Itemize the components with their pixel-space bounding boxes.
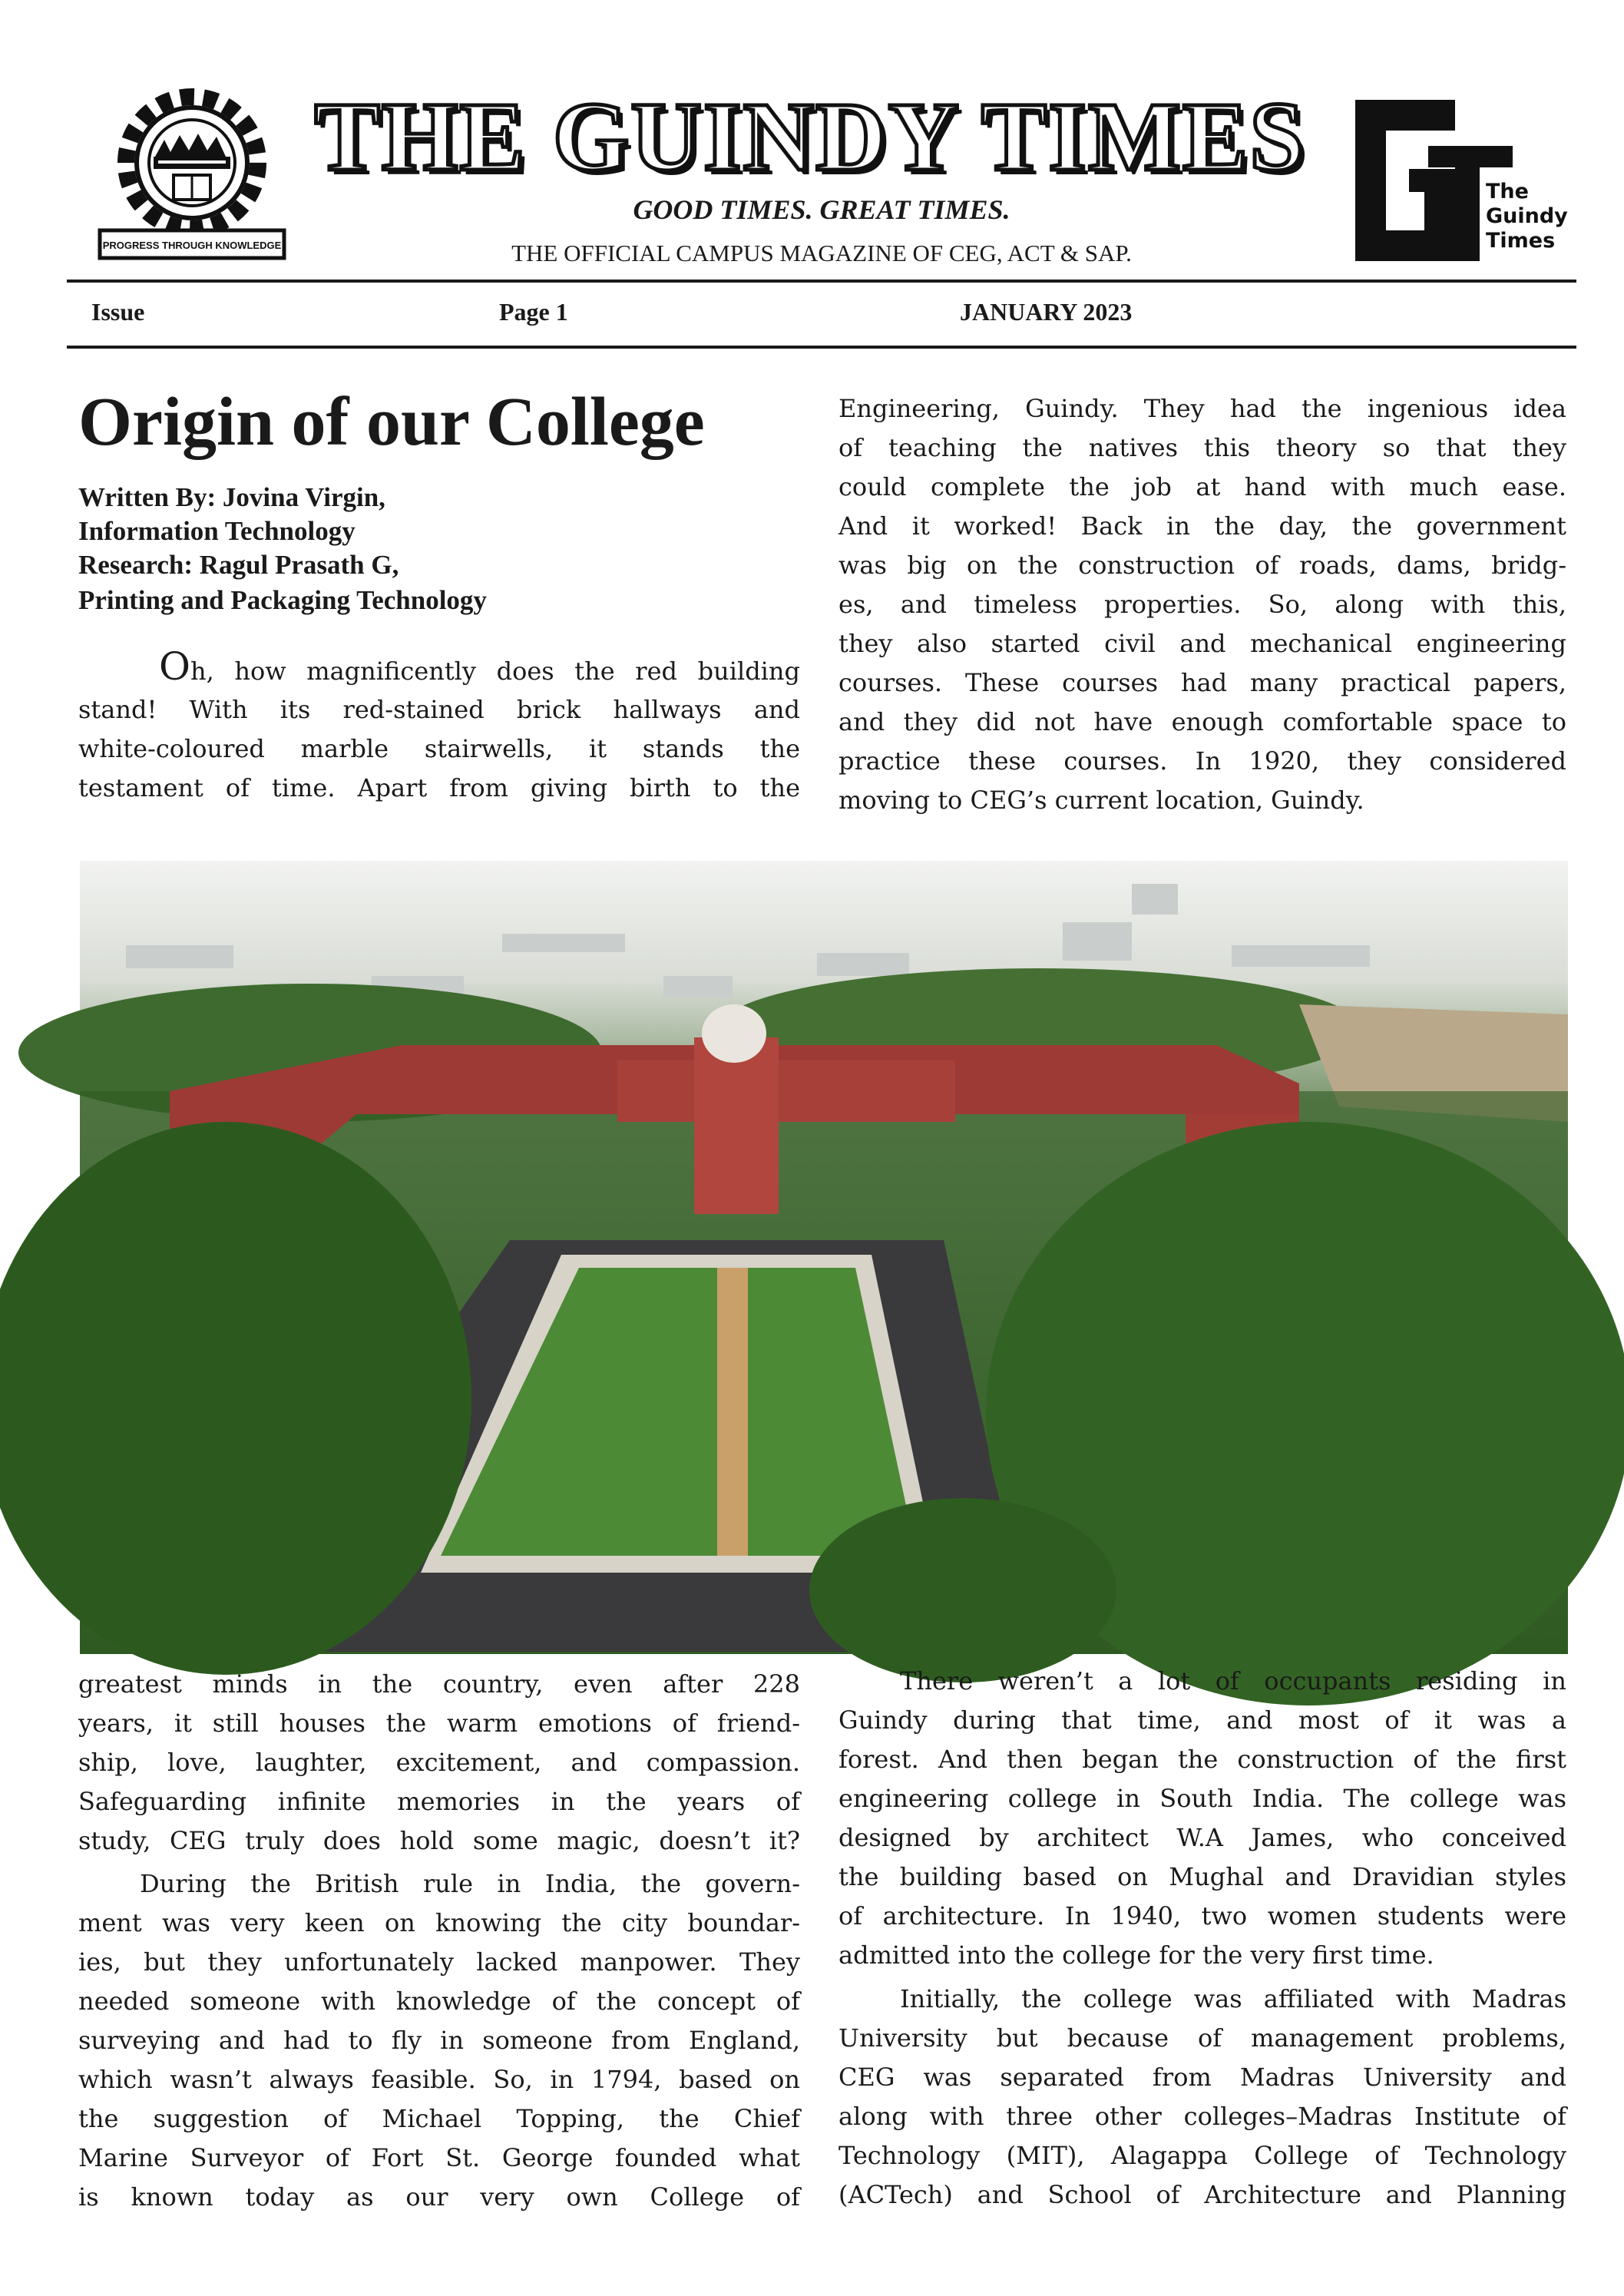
column-bottom-left-p1 <box>78 1665 800 1861</box>
text-line: (ACTech) and School of Architecture and Planning <box>838 2180 1566 2209</box>
text-line: Engineering, Guindy. They had the ingenious idea <box>838 394 1566 423</box>
byline-author-dept: Information Technology <box>78 516 356 546</box>
text-line: they also started civil and mechanical engineering <box>838 629 1566 658</box>
svg-text:Guindy: Guindy <box>1486 204 1568 228</box>
text-line: the building based on Mughal and Dravidian styles <box>838 1862 1566 1891</box>
text-line: forest. And then began the construction of the first <box>838 1745 1566 1774</box>
text-line: years, it still houses the warm emotions of friend- <box>78 1709 800 1738</box>
byline-author: Written By: Jovina Virgin, <box>78 482 385 512</box>
college-aerial-photo <box>80 861 1568 1654</box>
column-bottom-right-p1 <box>838 1662 1566 1975</box>
text-line: engineering college in South India. The college was <box>838 1784 1566 1813</box>
text-line: University but because of management problems, <box>838 2023 1566 2053</box>
text-line: courses. These courses had many practical papers, <box>838 668 1566 697</box>
column-top-left <box>78 644 800 808</box>
text-line: ies, but they unfortunately lacked manpower. They <box>78 1947 800 1977</box>
text-line: Guindy during that time, and most of it was a <box>838 1705 1566 1735</box>
text-line: and they did not have enough comfortable space to <box>838 707 1566 736</box>
text-line: During the British rule in India, the govern- <box>140 1869 800 1898</box>
text-line: Oh, how magnificently does the red building <box>159 644 800 689</box>
text-line: greatest minds in the country, even after 228 <box>78 1669 800 1699</box>
masthead-rule-top <box>67 280 1576 283</box>
svg-text:Times: Times <box>1486 229 1556 253</box>
column-bottom-left-p2 <box>78 1864 800 2217</box>
text-line: Safeguarding infinite memories in the years of <box>78 1787 800 1816</box>
text-line: stand! With its red-stained brick hallways and <box>78 695 800 724</box>
text-line: could complete the job at hand with much ease. <box>838 472 1566 501</box>
text-line: testament of time. Apart from giving birth to the <box>78 773 800 802</box>
drop-cap: O <box>159 644 190 689</box>
text-line: along with three other colleges–Madras Institute of <box>838 2102 1566 2131</box>
text-line: was big on the construction of roads, dams, bridg- <box>838 551 1566 580</box>
text-line: surveying and had to fly in someone from England, <box>78 2026 800 2055</box>
text-line: is known today as our very own College of <box>78 2182 800 2212</box>
issue-date: JANUARY 2023 <box>960 298 1133 326</box>
text-line: admitted into the college for the very first time. <box>838 1940 1434 1970</box>
byline-research-dept: Printing and Packaging Technology <box>78 585 487 615</box>
text-line: designed by architect W.A James, who conceived <box>838 1823 1566 1852</box>
text-line: practice these courses. In 1920, they considered <box>838 746 1566 776</box>
text-line: study, CEG truly does hold some magic, doesn’t it? <box>78 1826 800 1855</box>
text-line: white-coloured marble stairwells, it stands the <box>78 734 800 763</box>
byline-research: Research: Ragul Prasath G, <box>78 550 399 580</box>
text-line: es, and timeless properties. So, along with this, <box>838 590 1566 619</box>
masthead-title: THE GUINDY TIMES <box>314 82 1306 191</box>
masthead-tagline: GOOD TIMES. GREAT TIMES. <box>633 194 1010 225</box>
text-line: There weren’t a lot of occupants residing in <box>900 1666 1566 1696</box>
text-line: CEG was separated from Madras University and <box>838 2063 1566 2092</box>
text-line: the suggestion of Michael Topping, the Chief <box>78 2104 800 2133</box>
text-line: Marine Surveyor of Fort St. George founded what <box>78 2143 800 2172</box>
text-line: ship, love, laughter, excitement, and compassion. <box>78 1748 800 1777</box>
text-line: moving to CEG’s current location, Guindy. <box>838 786 1364 815</box>
svg-text:The: The <box>1486 180 1529 203</box>
text-line: which wasn’t always feasible. So, in 1794, based on <box>78 2065 800 2094</box>
university-emblem-logo <box>94 86 290 264</box>
page-number: Page 1 <box>499 298 568 326</box>
text-line: Technology (MIT), Alagappa College of Technology <box>838 2141 1566 2170</box>
article-headline: Origin of our College <box>78 384 705 460</box>
text-line: needed someone with knowledge of the concept of <box>78 1987 800 2016</box>
text-line: ment was very keen on knowing the city boundar- <box>78 1908 800 1937</box>
text-line: And it worked! Back in the day, the government <box>838 511 1566 541</box>
issue-label: Issue <box>91 298 145 326</box>
text-line: of teaching the natives this theory so that they <box>838 433 1566 462</box>
masthead-subtitle: THE OFFICIAL CAMPUS MAGAZINE OF CEG, ACT & SAP. <box>511 240 1132 266</box>
text-line: of architecture. In 1940, two women students were <box>838 1901 1566 1930</box>
column-bottom-right-p2 <box>838 1980 1566 2215</box>
masthead-rule-bottom <box>67 346 1576 349</box>
svg-text:PROGRESS THROUGH KNOWLEDGE: PROGRESS THROUGH KNOWLEDGE <box>102 240 282 251</box>
text-line: Initially, the college was affiliated with Madras <box>900 1984 1566 2013</box>
column-top-right <box>838 389 1566 820</box>
guindy-times-logo <box>1355 100 1568 261</box>
